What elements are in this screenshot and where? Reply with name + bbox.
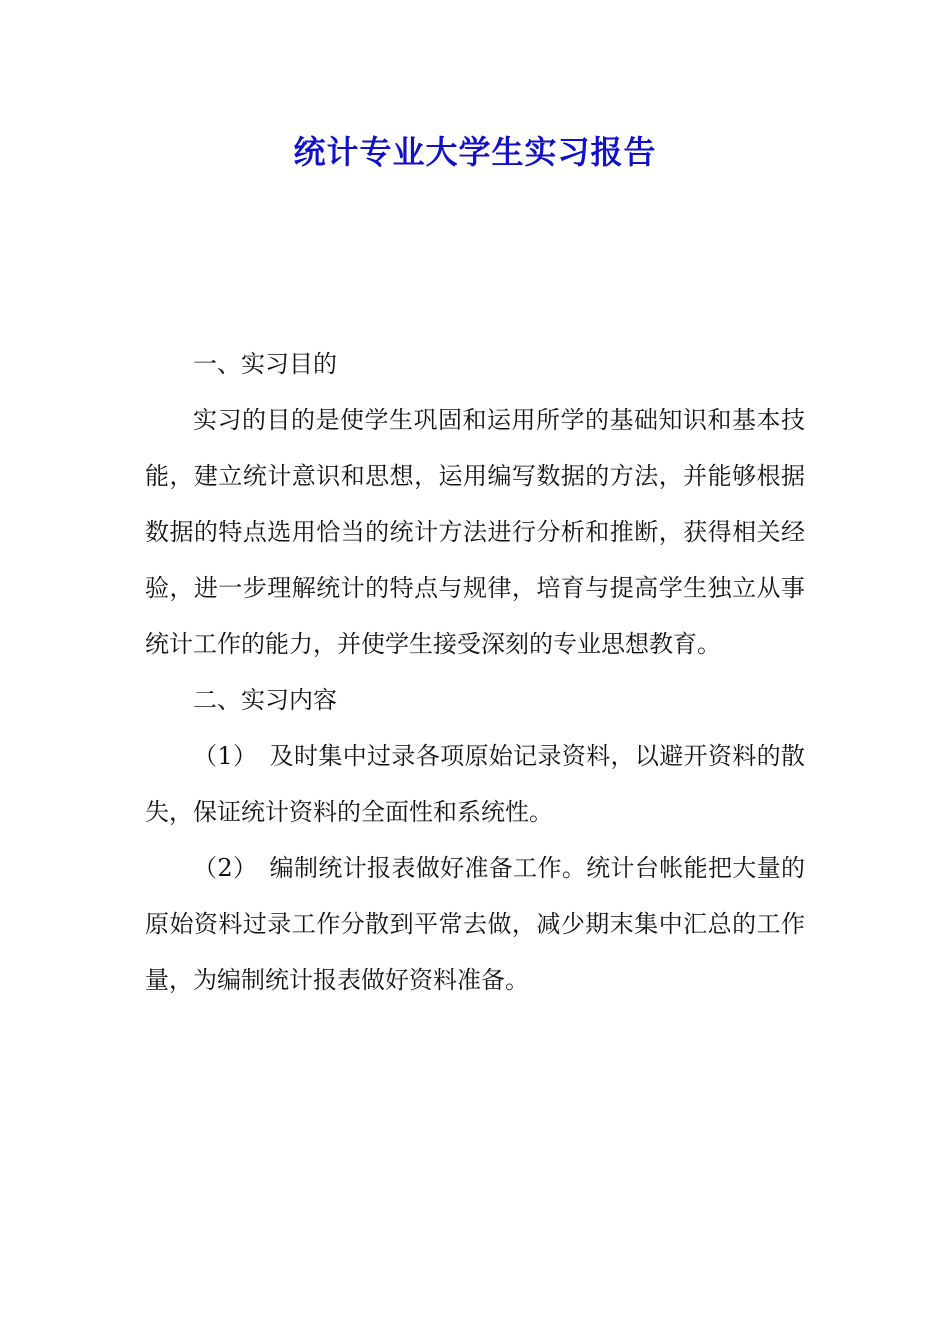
- paragraph-purpose: 实习的目的是使学生巩固和运用所学的基础知识和基本技能，建立统计意识和思想，运用编写数据的方法，并能够根据数据的特点选用恰当的统计方法进行分析和推断，获得相关经验，进一步理解统计的特点与规律，培育与提高学生独立从事统计工作的能力，并使学生接受深刻的专业思想教育。: [145, 406, 805, 658]
- paragraph-content-2: （2） 编制统计报表做好准备工作。统计台帐能把大量的原始资料过录工作分散到平常去做，减少期末集中汇总的工作量，为编制统计报表做好资料准备。: [145, 854, 805, 994]
- document-title: 统计专业大学生实习报告: [293, 133, 657, 171]
- section-heading-purpose: 一、实习目的: [193, 350, 337, 378]
- section-heading-content: 二、实习内容: [193, 686, 337, 714]
- document-body: [145, 336, 805, 1008]
- paragraph-content-1: （1） 及时集中过录各项原始记录资料，以避开资料的散失，保证统计资料的全面性和系统性。: [145, 742, 805, 826]
